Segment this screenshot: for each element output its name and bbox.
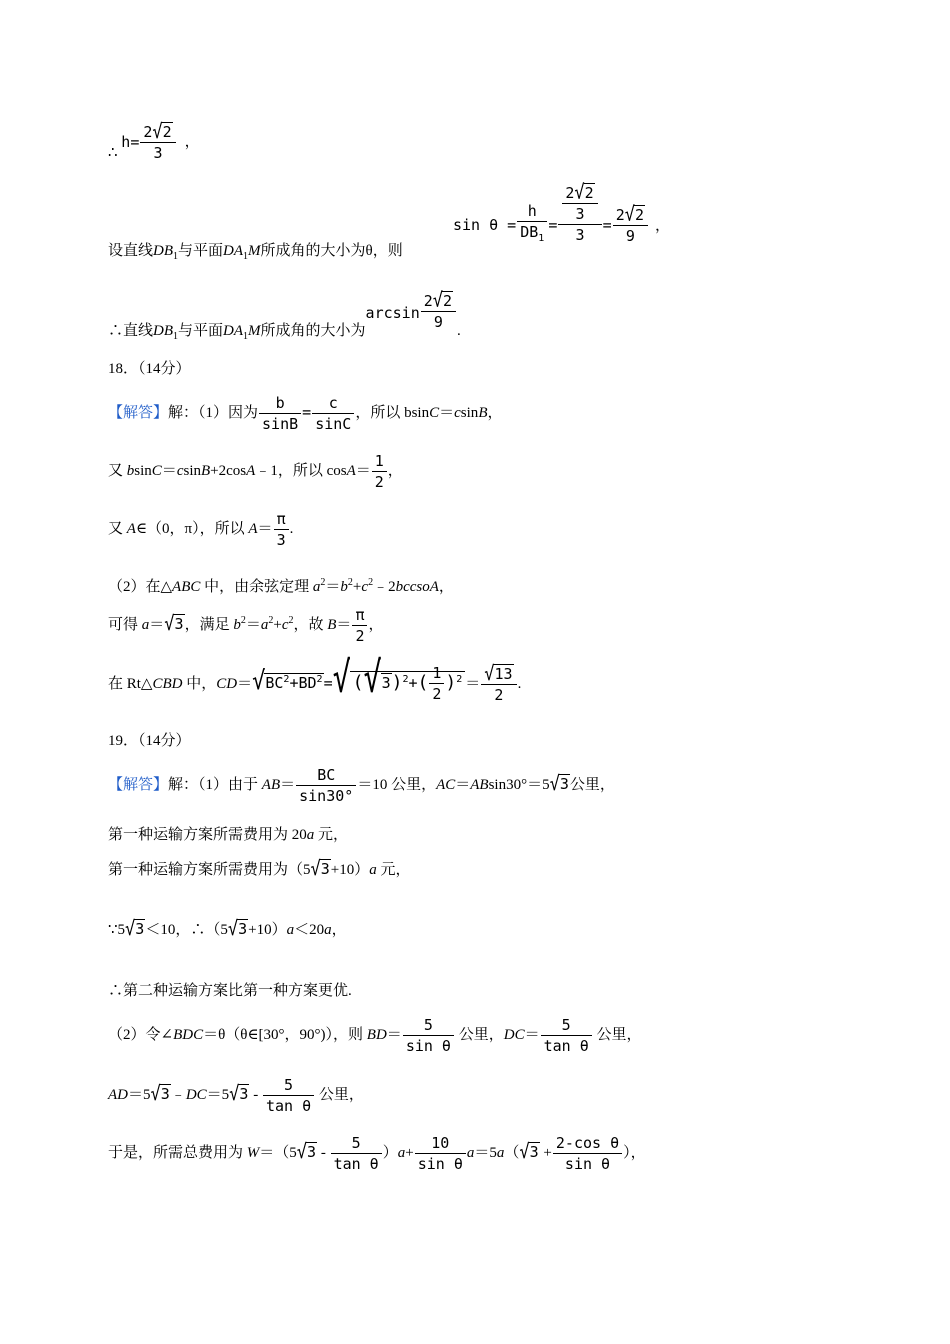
eq: = <box>302 402 312 421</box>
t: c <box>361 579 369 595</box>
t: M <box>248 323 261 339</box>
t: （2）令∠ <box>108 1026 174 1043</box>
num: 5 <box>284 1076 294 1094</box>
t: 又 <box>108 462 127 479</box>
t: 2 <box>615 205 625 224</box>
q19-line-1 <box>108 766 615 805</box>
t: 公里， <box>315 1086 364 1103</box>
num: 1 <box>432 664 442 682</box>
t: 3 <box>381 674 391 692</box>
t: 第一种运输方案所需费用为（5 <box>108 862 311 878</box>
t: ＝10 公里， <box>357 776 437 793</box>
t: ， <box>487 404 503 421</box>
fraction <box>429 664 444 703</box>
t: ＝ <box>161 462 177 479</box>
fraction-b-sinB <box>259 394 301 433</box>
fraction <box>421 289 456 331</box>
punct: ， <box>184 134 200 150</box>
text-setup <box>108 242 403 266</box>
t: ∵5 <box>108 922 126 938</box>
t: +10） <box>248 922 287 938</box>
eq: = <box>602 216 612 234</box>
denominator: 3 <box>140 142 175 162</box>
fraction-result <box>481 662 516 705</box>
t: ）， <box>623 1144 646 1161</box>
t: ＝ <box>280 776 296 793</box>
t: a <box>324 922 332 938</box>
t: 13 <box>494 665 513 684</box>
sqrt-big: √ $(√3)^2+$( $\frac{1}{2}$ )$^2$ <box>333 664 466 703</box>
t: 于是，所需总费用为 <box>108 1144 247 1161</box>
num <box>558 181 601 224</box>
punct: . <box>457 323 461 339</box>
fraction-result <box>613 203 648 245</box>
t: ＝ <box>237 676 253 692</box>
question-19-header <box>108 732 191 750</box>
sqrt: √13 <box>484 662 513 686</box>
t: + <box>273 616 282 633</box>
t: ） <box>382 1144 398 1161</box>
num <box>562 181 597 205</box>
punct: . <box>517 676 522 692</box>
arcsin-label: arcsin <box>365 304 420 322</box>
fraction-h-db1 <box>517 202 547 248</box>
den <box>517 221 547 248</box>
t: CBD <box>152 676 183 692</box>
punct: ， <box>387 462 403 479</box>
coef: 2 <box>143 122 153 141</box>
t: 解：（1）因为 <box>168 404 259 421</box>
t: ﹣1，所以 cos <box>255 462 347 479</box>
sin-theta-expression <box>453 180 670 248</box>
t: B <box>327 616 337 633</box>
nested-fraction <box>558 181 601 244</box>
t: AB <box>470 776 489 793</box>
t: a <box>312 579 321 595</box>
num: h <box>527 202 537 220</box>
t: 3 <box>160 1084 170 1103</box>
fraction-10-sin <box>415 1134 466 1173</box>
t: 3 <box>320 860 330 878</box>
q19-line-5 <box>108 982 352 1000</box>
t: 19．（14分） <box>108 733 191 749</box>
num: 5 <box>351 1134 361 1152</box>
q19-line-2 <box>108 826 348 844</box>
t: AD <box>108 1086 128 1103</box>
answer-tag: 【解答】 <box>108 776 169 793</box>
t: A <box>346 462 356 479</box>
den: sin θ <box>553 1153 622 1173</box>
q18-line-2 <box>108 452 403 491</box>
t: 中，由余弦定理 <box>200 579 313 595</box>
fraction-5-sin <box>403 1016 454 1055</box>
den: 9 <box>613 225 648 245</box>
fraction-5-tan <box>263 1076 314 1115</box>
t: b <box>126 462 135 479</box>
t: a <box>397 1144 406 1161</box>
t: ＝5 <box>206 1086 230 1103</box>
t: sin30°＝5 <box>488 776 550 793</box>
t: ， <box>331 922 347 938</box>
t: BDC <box>173 1026 204 1043</box>
t: 公里， <box>592 1026 642 1043</box>
t: ＝ <box>325 579 341 595</box>
t: 解：（1）由于 <box>168 776 262 793</box>
t: +10） <box>330 862 370 878</box>
t: ＝ <box>355 462 371 479</box>
t: + <box>352 579 362 595</box>
t: - <box>317 1144 330 1161</box>
inner-fraction <box>562 181 597 223</box>
num: 1 <box>374 452 384 470</box>
t: DA <box>223 323 244 339</box>
num: 5 <box>561 1016 571 1034</box>
t: ABC <box>172 579 201 595</box>
t: ＝ <box>245 616 261 633</box>
num: 2-cos θ <box>555 1134 620 1152</box>
punct: ， <box>655 216 671 234</box>
q18-line-6 <box>108 653 522 705</box>
t: DC <box>503 1026 525 1043</box>
t: 1 <box>243 251 249 262</box>
num: b <box>275 394 285 412</box>
t: 所成角的大小为θ，则 <box>260 243 403 259</box>
t: 3 <box>307 1142 317 1161</box>
sqrt: √3 <box>150 1082 170 1106</box>
num <box>421 289 456 313</box>
t: 1 <box>173 251 179 262</box>
t: ＝ <box>336 616 352 633</box>
sqrt: √3 <box>296 1140 317 1164</box>
t: sin <box>460 404 479 421</box>
t: ，所以 b <box>355 404 412 421</box>
num <box>613 203 648 226</box>
sqrt: √2 <box>624 203 644 226</box>
t: 元， <box>376 862 411 878</box>
t: B <box>201 462 211 479</box>
t: 设直线 <box>108 243 154 259</box>
t: A <box>246 462 256 479</box>
t: 2 <box>423 292 433 310</box>
t: ＝θ（θ∈[30°，90°)），则 <box>203 1026 367 1043</box>
t: ＜20 <box>294 922 325 938</box>
t: a <box>369 862 377 878</box>
den: 3 <box>274 529 289 549</box>
t: a <box>141 616 150 633</box>
sqrt: √3 <box>310 857 330 881</box>
t: 2 <box>634 205 644 224</box>
t: AB <box>261 776 281 793</box>
q18-line-5: 可得 a＝√3，满足 $b^2=a^2+c^2$，故 B＝ $\frac{\pi}{2}$ ， <box>108 606 384 645</box>
num: 5 <box>423 1016 433 1034</box>
t: DA <box>223 243 244 259</box>
t: c <box>176 462 184 479</box>
t: BD <box>366 1026 387 1043</box>
sin-label: sin θ = <box>453 216 517 234</box>
t: c <box>281 616 289 633</box>
sqrt: √3 <box>363 653 391 703</box>
punct: ， <box>368 616 384 633</box>
t: sin <box>411 404 430 421</box>
t: ，满足 <box>184 616 234 633</box>
fraction-bc-sin30 <box>296 766 356 805</box>
t: W <box>246 1144 260 1161</box>
t: ＝ <box>257 520 273 537</box>
fraction-h <box>140 120 175 162</box>
t: 2 <box>584 184 594 202</box>
sqrt: √3 <box>125 917 145 941</box>
t: ﹣2 <box>373 579 396 595</box>
t: ∴直线 <box>108 323 154 339</box>
den: sinC <box>312 413 354 433</box>
t: 1 <box>538 233 545 244</box>
radicand: 2 <box>162 122 172 141</box>
t: sin <box>183 462 201 479</box>
t: （ <box>504 1144 520 1161</box>
t: a <box>306 827 315 843</box>
t: 公里， <box>454 1026 504 1043</box>
t: ＝ <box>455 776 471 793</box>
t: ＝ <box>439 404 455 421</box>
t: 第一种运输方案所需费用为 20 <box>108 827 307 843</box>
den: tan θ <box>331 1153 382 1173</box>
fraction-c-sinC <box>312 394 354 433</box>
t: bccsoA <box>395 579 439 595</box>
t: ∴第二种运输方案比第一种方案更优. <box>108 983 352 999</box>
t: CD <box>216 676 238 692</box>
fraction-5-tan <box>331 1134 382 1173</box>
t: 2 <box>565 184 575 202</box>
t: DC <box>185 1086 207 1103</box>
q19-line-7 <box>108 1076 364 1115</box>
fraction-2-cos <box>553 1134 622 1173</box>
t: - <box>249 1086 262 1103</box>
den: tan θ <box>541 1035 592 1055</box>
t: ＝ <box>149 616 165 633</box>
solution-line-sin-theta <box>108 180 671 266</box>
q19-line-3 <box>108 857 411 881</box>
t: ＝ <box>386 1026 402 1043</box>
num <box>481 662 516 686</box>
t: ＜10，∴（5 <box>145 922 228 938</box>
t: 1 <box>243 331 249 342</box>
t: a <box>466 1144 475 1161</box>
num: BC <box>317 766 336 784</box>
t: 元， <box>314 827 349 843</box>
sqrt: √3 <box>519 1140 539 1164</box>
den: 2 <box>481 684 516 704</box>
t: +BD <box>289 674 317 692</box>
t: 在 Rt△ <box>108 676 153 692</box>
sqrt: √3 <box>229 1082 249 1106</box>
t: 公里， <box>569 776 615 793</box>
t: 中， <box>182 676 217 692</box>
den: sin θ <box>415 1153 466 1173</box>
sqrt: √2 <box>432 289 453 313</box>
punct: . <box>289 520 294 537</box>
sqrt: √2 <box>574 181 594 205</box>
t: ，故 <box>293 616 328 633</box>
q18-line-1 <box>108 394 503 433</box>
t: ﹣ <box>170 1086 186 1103</box>
den: 3 <box>558 224 601 244</box>
t: 3 <box>238 920 248 938</box>
fraction-pi-3 <box>274 510 289 549</box>
sqrt: √3 <box>549 772 569 796</box>
t: B <box>478 404 488 421</box>
sqrt: √2 <box>152 120 172 143</box>
answer-tag: 【解答】 <box>108 404 169 421</box>
solution-line-h <box>108 122 200 162</box>
den: 3 <box>562 203 597 223</box>
t: 3 <box>239 1084 249 1103</box>
t: 3 <box>559 774 569 793</box>
therefore-symbol: ∴ <box>108 145 118 161</box>
fraction-pi-2 <box>352 606 367 645</box>
t: sin <box>134 462 152 479</box>
t: + <box>405 1144 414 1161</box>
sqrt: √3 <box>164 612 184 636</box>
t: DB <box>153 323 174 339</box>
num: π <box>276 510 286 528</box>
t: 1 <box>173 331 179 342</box>
t: c <box>454 404 461 421</box>
fraction-half <box>372 452 387 491</box>
t: ＝5 <box>128 1086 151 1103</box>
den: 2 <box>352 625 367 645</box>
t: 可得 <box>108 616 142 633</box>
q18-line-3 <box>108 510 293 549</box>
fraction-5-tan <box>541 1016 592 1055</box>
q19-line-4 <box>108 917 347 941</box>
den: sin30° <box>296 785 356 805</box>
t: BC <box>265 674 284 692</box>
q19-line-6 <box>108 1016 642 1055</box>
t: ＝（5 <box>259 1144 297 1161</box>
t: 所成角的大小为 <box>260 323 366 339</box>
t: A <box>126 520 136 537</box>
num: c <box>328 394 338 412</box>
t: 又 <box>108 520 127 537</box>
t: 3 <box>529 1142 539 1161</box>
solution-line-arcsin <box>108 289 461 346</box>
text-conclusion <box>108 322 366 346</box>
h-label: h= <box>121 133 140 151</box>
t: +2cos <box>210 462 247 479</box>
t: 与平面 <box>178 323 224 339</box>
eq: = <box>323 674 333 692</box>
den: sinB <box>259 413 301 433</box>
t: AC <box>436 776 456 793</box>
t: ∈（0，π），所以 <box>135 520 249 537</box>
t: b <box>340 579 348 595</box>
t: a <box>286 922 295 938</box>
t: 3 <box>174 614 184 633</box>
t: 与平面 <box>178 243 224 259</box>
t: ＝5 <box>474 1144 497 1161</box>
den: 2 <box>429 683 444 703</box>
num: π <box>355 606 365 624</box>
t: DB <box>153 243 174 259</box>
den: 2 <box>372 471 387 491</box>
t: ＝ <box>524 1026 540 1043</box>
t: 2 <box>443 292 453 310</box>
t: C <box>151 462 162 479</box>
punct: ， <box>438 579 454 595</box>
t: （2）在△ <box>108 579 173 595</box>
t: M <box>248 243 261 259</box>
t: + <box>539 1144 552 1161</box>
sqrt-bc-bd: $√BC^2+BD^2$ <box>252 667 323 696</box>
t: a <box>260 616 269 633</box>
den: sin θ <box>403 1035 454 1055</box>
den: 9 <box>421 311 456 331</box>
question-18-header <box>108 360 191 378</box>
t: 3 <box>135 920 145 938</box>
q19-line-8 <box>108 1134 646 1173</box>
eq: ＝ <box>465 676 481 692</box>
t: A <box>248 520 258 537</box>
t: a <box>496 1144 505 1161</box>
num: 10 <box>431 1134 450 1152</box>
t: C <box>429 404 440 421</box>
t: DB <box>520 223 539 241</box>
q18-line-4: （2）在△ABC 中，由余弦定理 $a^2=b^2+c^2﹣2bccsoA$， <box>108 577 454 595</box>
den: tan θ <box>263 1095 314 1115</box>
sqrt: √3 <box>227 917 248 941</box>
eq: = <box>548 216 558 234</box>
t: b <box>233 616 241 633</box>
t: 18．（14分） <box>108 361 191 377</box>
